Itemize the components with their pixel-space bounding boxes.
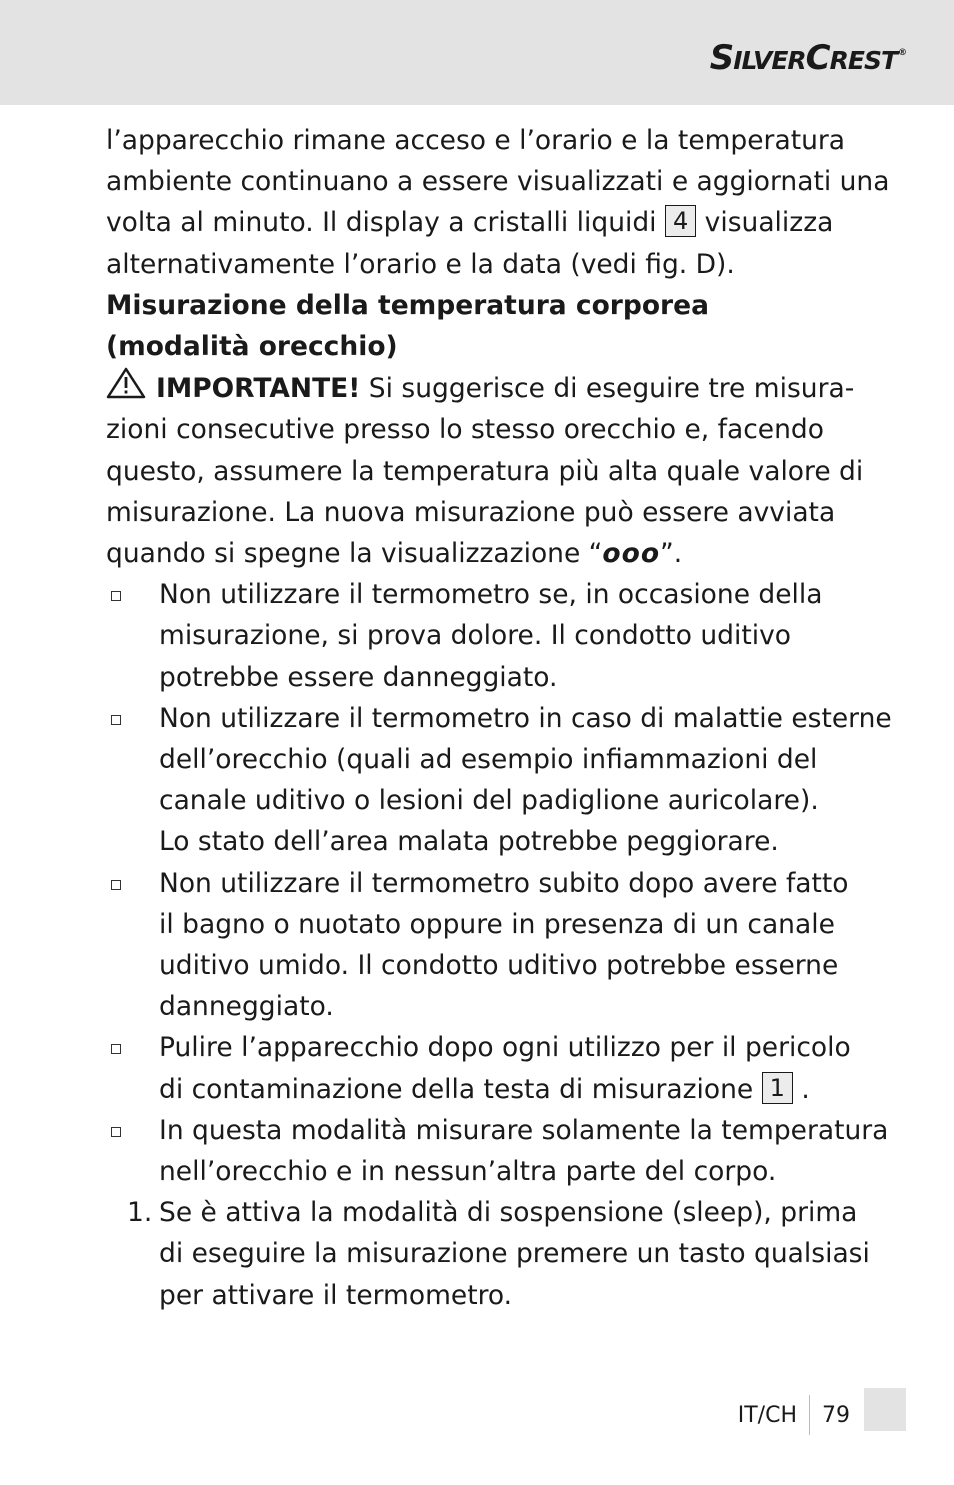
- list-item: Pulire l’apparecchio dopo ogni utilizzo per il pericolo di contaminazione della testa di misurazione 1 .: [106, 1027, 866, 1109]
- list-item: Non utilizzare il termometro in caso di malattie esterne dell’orecchio (quali ad esempio infiammazioni del canale uditivo o lesioni del padiglione auricolare). Lo stato dell’area malata potrebbe peggiorare.: [106, 698, 866, 863]
- bullet-list: [106, 574, 892, 1192]
- important-paragraph: IMPORTANTE! Si suggerisce di eseguire tre misura- zioni consecutive presso lo stesso orecchio e, facendo questo, assumere la temperatura più alta quale valore di misurazione. La nuova misurazione può essere avviata quando si spegne la visualizzazione “ooo”.: [106, 367, 866, 574]
- warning-icon: [106, 367, 146, 399]
- ref-box-measuring-head: 1: [762, 1072, 793, 1104]
- checkbox-square-icon: [111, 591, 121, 601]
- footer-tab: [864, 1388, 906, 1431]
- checkbox-square-icon: [111, 1127, 121, 1137]
- brand-logo: SILVERCREST®: [709, 38, 906, 78]
- page-content: [106, 120, 892, 1316]
- checkbox-square-icon: [111, 880, 121, 890]
- ref-box-display: 4: [665, 205, 696, 237]
- checkbox-square-icon: [111, 715, 121, 725]
- checkbox-square-icon: [111, 1044, 121, 1054]
- list-item: In questa modalità misurare solamente la temperatura nell’orecchio e in nessun’altra parte del corpo.: [106, 1110, 866, 1192]
- intro-paragraph: l’apparecchio rimane acceso e l’orario e la temperatura ambiente continuano a essere visualizzati e aggiornati una volta al minuto. Il display a cristalli liquidi 4 visualizza alternativamente l’orario e la data (vedi fig. D).: [106, 125, 890, 280]
- important-label: IMPORTANTE!: [156, 373, 361, 405]
- list-item: Non utilizzare il termometro subito dopo avere fatto il bagno o nuotato oppure in presenza di un canale uditivo umido. Il condotto uditivo potrebbe esserne danneggiato.: [106, 863, 866, 1028]
- step-item: 1. Se è attiva la modalità di sospensione (sleep), prima di eseguire la misurazione premere un tasto qualsiasi per attivare il termometro.: [106, 1192, 866, 1316]
- page-number: 79: [822, 1402, 850, 1428]
- language-code: IT/CH: [737, 1402, 797, 1428]
- section-heading: Misurazione della temperatura corporea (modalità orecchio): [106, 289, 709, 363]
- list-item: Non utilizzare il termometro se, in occasione della misurazione, si prova dolore. Il condotto uditivo potrebbe essere danneggiato.: [106, 574, 866, 698]
- step-list: [106, 1192, 870, 1316]
- lcd-symbol: ooo: [602, 538, 661, 570]
- page-header: [0, 0, 954, 105]
- page-footer: [738, 1395, 850, 1435]
- step-number: 1.: [127, 1197, 153, 1229]
